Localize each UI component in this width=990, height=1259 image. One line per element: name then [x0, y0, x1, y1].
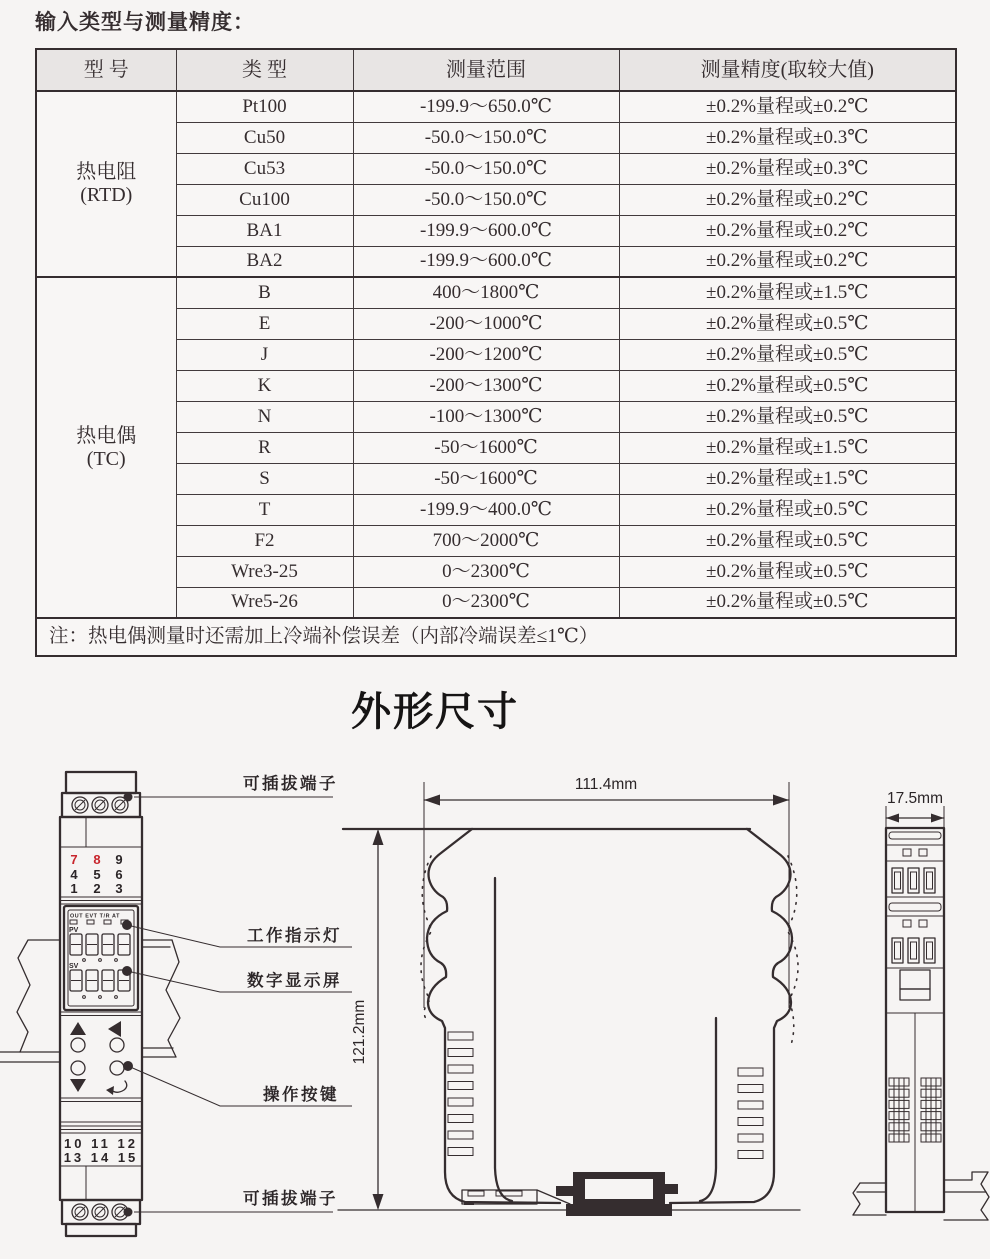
cell-type: F2 [176, 525, 353, 556]
cell-accuracy: ±0.2%量程或±0.2℃ [619, 184, 956, 215]
status-led-icon [70, 920, 128, 924]
front-view [0, 772, 352, 1236]
outline-dimension-drawing [0, 755, 990, 1259]
operation-buttons [70, 1021, 127, 1095]
dimensions-section-title: 外形尺寸 [351, 690, 519, 734]
pv-seven-segment-display [70, 934, 130, 955]
spec-table-head [36, 49, 956, 91]
bottom-cap [66, 1224, 136, 1236]
svg-text:4: 4 [70, 867, 78, 882]
cell-range: -200～1200℃ [353, 339, 619, 370]
vent-slots-right [738, 1068, 763, 1159]
cell-range: 0～2300℃ [353, 587, 619, 618]
cell-accuracy: ±0.2%量程或±0.2℃ [619, 246, 956, 277]
cell-type: N [176, 401, 353, 432]
cell-range: -199.9～650.0℃ [353, 91, 619, 122]
cell-type: S [176, 463, 353, 494]
clip-tab [900, 970, 930, 989]
cell-range: 700～2000℃ [353, 525, 619, 556]
din-rail-right [142, 940, 180, 1057]
table-note: 注：热电偶测量时还需加上冷端补偿误差（内部冷端误差≤1℃） [36, 618, 956, 656]
svg-text:13 14 15: 13 14 15 [63, 1150, 139, 1165]
cell-accuracy: ±0.2%量程或±0.5℃ [619, 587, 956, 618]
svg-text:3: 3 [115, 881, 123, 896]
svg-text:2: 2 [93, 881, 101, 896]
svg-text:8: 8 [93, 852, 101, 867]
cell-type: Cu53 [176, 153, 353, 184]
screw-terminal-icon [72, 1204, 128, 1220]
svg-text:1: 1 [70, 881, 78, 896]
cell-accuracy: ±0.2%量程或±0.5℃ [619, 494, 956, 525]
svg-text:7: 7 [70, 852, 78, 867]
cell-range: -50～1600℃ [353, 432, 619, 463]
cell-type: BA2 [176, 246, 353, 277]
table-note-row [36, 618, 956, 656]
cell-range: -50～1600℃ [353, 463, 619, 494]
label-terminal-top: 可插拔端子 [243, 775, 338, 793]
profile-left [427, 829, 560, 1203]
pv-label: PV [69, 927, 79, 934]
sv-seven-segment-display [70, 970, 130, 991]
cell-type: R [176, 432, 353, 463]
cell-range: -200～1000℃ [353, 308, 619, 339]
column-header-1: 类 型 [176, 49, 353, 91]
label-indicator: 工作指示灯 [247, 927, 342, 945]
terminal-numbers-bottom [64, 1136, 139, 1165]
sv-label: SV [69, 963, 79, 970]
cell-range: -200～1300℃ [353, 370, 619, 401]
cell-accuracy: ±0.2%量程或±0.2℃ [619, 91, 956, 122]
page-title: 输入类型与测量精度： [35, 10, 255, 34]
up-button [71, 1038, 85, 1052]
cell-type: K [176, 370, 353, 401]
svg-text:5: 5 [93, 867, 101, 882]
height-dimension: 121.2mm [351, 999, 368, 1065]
cell-range: -50.0～150.0℃ [353, 184, 619, 215]
cell-accuracy: ±0.2%量程或±1.5℃ [619, 432, 956, 463]
svg-text:10 11 12: 10 11 12 [64, 1136, 138, 1151]
cell-accuracy: ±0.2%量程或±0.5℃ [619, 339, 956, 370]
svg-text:6: 6 [115, 867, 123, 882]
clip-tab-lower [900, 989, 930, 1000]
top-cap [66, 772, 136, 793]
terminal-slots-bottom [892, 938, 935, 963]
cell-type: Cu50 [176, 122, 353, 153]
up-arrow-icon [70, 1022, 86, 1035]
table-row [36, 91, 956, 122]
width-dimension: 111.4mm [574, 776, 638, 793]
label-display: 数字显示屏 [247, 972, 342, 990]
column-header-2: 测量范围 [353, 49, 619, 91]
label-terminal-bottom: 可插拔端子 [243, 1190, 338, 1208]
led-labels: OUT EVT T/R AT [70, 913, 121, 920]
vent-slots-left [448, 1032, 473, 1156]
cell-range: -100～1300℃ [353, 401, 619, 432]
din-clip [556, 1172, 678, 1216]
cell-accuracy: ±0.2%量程或±1.5℃ [619, 277, 956, 308]
return-arrowhead-icon [106, 1086, 114, 1095]
spec-table-body [36, 91, 956, 656]
terminal-numbers-top [70, 852, 122, 896]
cell-accuracy: ±0.2%量程或±0.5℃ [619, 308, 956, 339]
cell-type: Cu100 [176, 184, 353, 215]
cell-range: -199.9～600.0℃ [353, 215, 619, 246]
left-arrow-icon [108, 1021, 121, 1037]
cell-range: -50.0～150.0℃ [353, 153, 619, 184]
cell-accuracy: ±0.2%量程或±0.3℃ [619, 153, 956, 184]
cell-type: E [176, 308, 353, 339]
cell-range: -199.9～600.0℃ [353, 246, 619, 277]
down-button [71, 1061, 85, 1075]
screw-terminal-icon [72, 797, 128, 813]
cell-range: -50.0～150.0℃ [353, 122, 619, 153]
din-rail-left [0, 940, 60, 1062]
side-view [338, 776, 800, 1216]
cell-accuracy: ±0.2%量程或±0.3℃ [619, 122, 956, 153]
callout-dot-terminal-bottom [124, 1208, 133, 1217]
cell-accuracy: ±0.2%量程或±0.5℃ [619, 370, 956, 401]
column-header-0: 型 号 [36, 49, 176, 91]
cell-type: BA1 [176, 215, 353, 246]
end-view [853, 790, 989, 1220]
cell-accuracy: ±0.2%量程或±1.5℃ [619, 463, 956, 494]
profile-right [670, 829, 792, 1203]
cell-range: -199.9～400.0℃ [353, 494, 619, 525]
profile-left-inner [495, 878, 512, 1201]
cell-accuracy: ±0.2%量程或±0.2℃ [619, 215, 956, 246]
column-header-3: 测量精度(取较大值) [619, 49, 956, 91]
label-buttons: 操作按键 [263, 1086, 339, 1104]
cell-model: 热电阻 (RTD) [36, 91, 176, 277]
cell-type: Wre3-25 [176, 556, 353, 587]
callout-dot-terminal-top [124, 793, 133, 802]
table-row [36, 277, 956, 308]
cell-range: 400～1800℃ [353, 277, 619, 308]
cell-accuracy: ±0.2%量程或±0.5℃ [619, 525, 956, 556]
spec-table [35, 48, 957, 657]
profile-right-inner [700, 1018, 716, 1201]
enter-button [110, 1061, 124, 1075]
svg-text:9: 9 [115, 852, 123, 867]
cell-accuracy: ±0.2%量程或±0.5℃ [619, 401, 956, 432]
cell-type: Pt100 [176, 91, 353, 122]
depth-dimension: 17.5mm [887, 790, 943, 807]
cell-model: 热电偶 (TC) [36, 277, 176, 618]
cell-range: 0～2300℃ [353, 556, 619, 587]
down-arrow-icon [70, 1079, 86, 1092]
cell-type: T [176, 494, 353, 525]
cell-type: B [176, 277, 353, 308]
cell-accuracy: ±0.2%量程或±0.5℃ [619, 556, 956, 587]
cell-type: Wre5-26 [176, 587, 353, 618]
terminal-slots-top [892, 868, 935, 893]
left-button [110, 1038, 124, 1052]
cell-type: J [176, 339, 353, 370]
